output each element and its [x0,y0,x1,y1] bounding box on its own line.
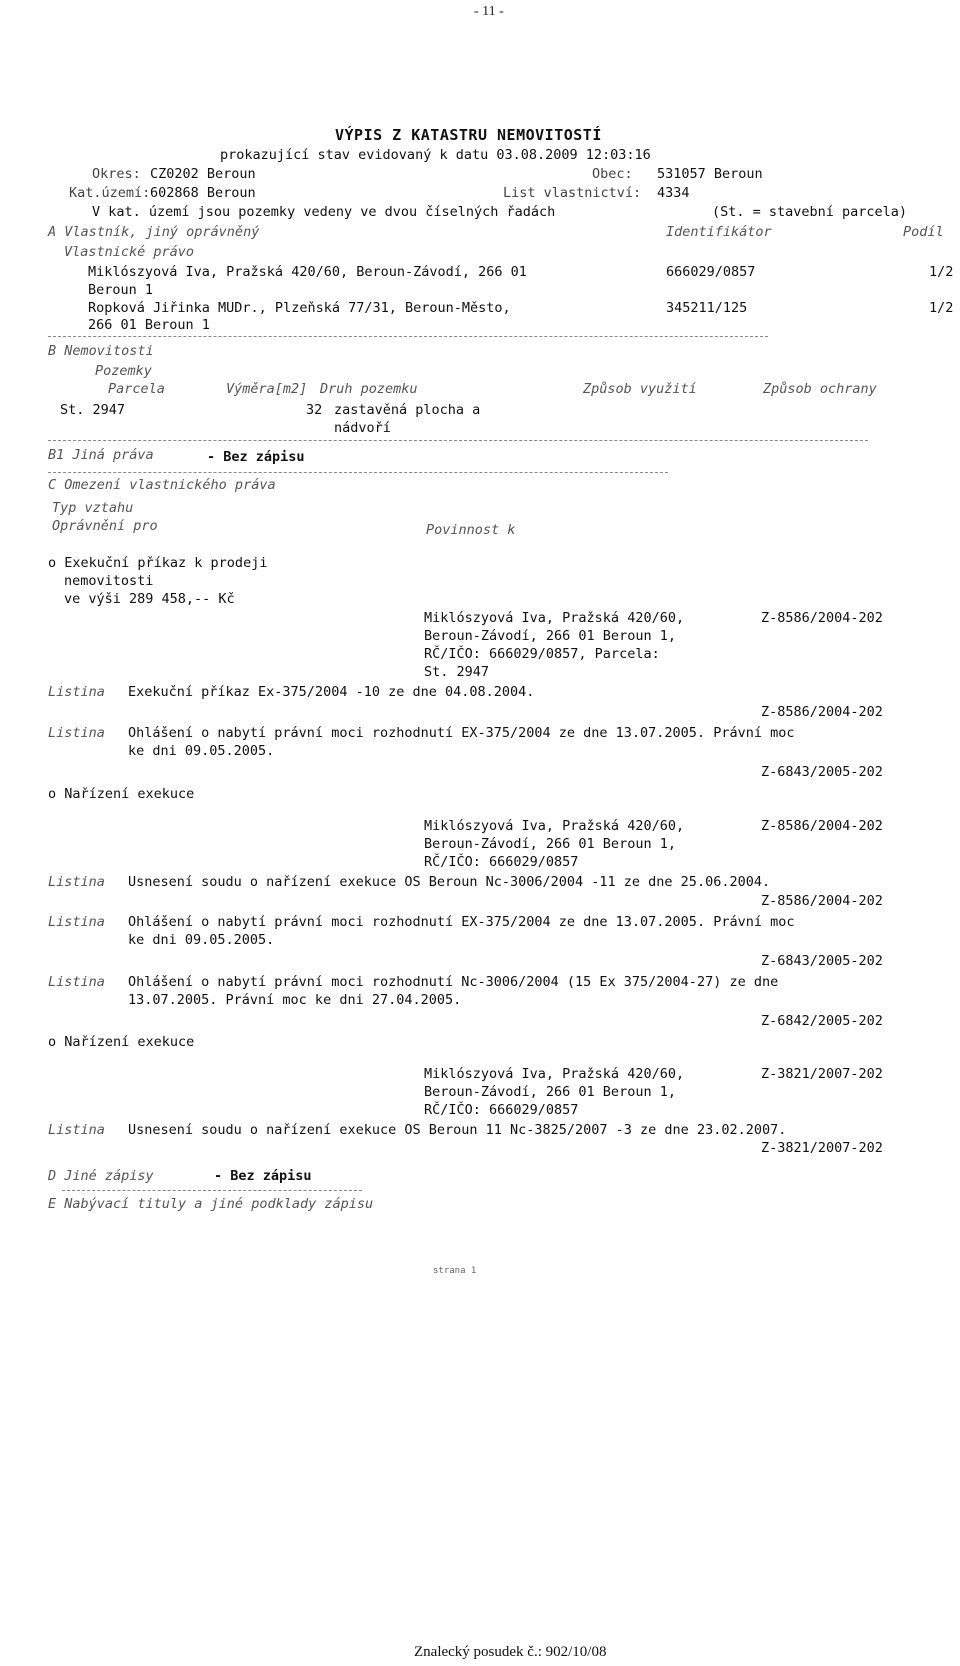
owner-2-podil: 1/2 [929,300,954,316]
entry-2-party-3: RČ/IČO: 666029/0857 [424,854,579,870]
owner-1-line2: Beroun 1 [88,282,154,298]
obec-value: 531057 Beroun [657,166,763,182]
listina-1-text: Exekuční příkaz Ex-375/2004 -10 ze dne 04.08.2004. [128,684,535,700]
listina-label: Listina [48,725,105,741]
listina-label: Listina [48,1122,105,1138]
page-number: - 11 - [474,4,504,19]
listina-label: Listina [48,974,105,990]
col-identifikator: Identifikátor [666,224,772,240]
listina-2-text-2: ke dni 09.05.2005. [128,743,275,759]
col-ochrana: Způsob ochrany [763,381,877,397]
obec-label: Obec: [592,166,633,182]
section-e-heading: E Nabývací tituly a jiné podklady zápisu [48,1196,374,1212]
listina-4-text-2: ke dni 09.05.2005. [128,932,275,948]
listina-5-ref: Z-6842/2005-202 [761,1013,883,1029]
col-povinnost-k: Povinnost k [426,522,516,538]
entry-3-party-2: Beroun-Závodí, 266 01 Beroun 1, [424,1084,676,1100]
listina-1-ref: Z-8586/2004-202 [761,704,883,720]
listina-label: Listina [48,684,105,700]
document-subtitle: prokazující stav evidovaný k datu 03.08.2009 12:03:16 [220,147,651,163]
entry-1-party-3: RČ/IČO: 666029/0857, Parcela: [424,646,660,662]
entry-3-party-ref: Z-3821/2007-202 [761,1066,883,1082]
entry-1-party-4: St. 2947 [424,664,490,680]
col-podil: Podíl [903,224,944,240]
owner-1-line1: Miklószyová Iva, Pražská 420/60, Beroun-Závodí, 266 01 [88,264,527,280]
entry-3-title: o Nařízení exekuce [48,1034,195,1050]
owner-1-podil: 1/2 [929,264,954,280]
divider [48,440,868,441]
entry-2-party-ref: Z-8586/2004-202 [761,818,883,834]
entry-1-party-ref: Z-8586/2004-202 [761,610,883,626]
col-typ-vztahu: Typ vztahu [52,500,134,516]
parcel-area: 32 [306,402,323,418]
entry-2-party-1: Miklószyová Iva, Pražská 420/60, [424,818,685,834]
parcel-druh-line1: zastavěná plocha a [334,402,481,418]
pozemky-heading: Pozemky [95,363,152,379]
parcel-druh-line2: nádvoří [334,420,391,436]
section-b1-heading: B1 Jiná práva [48,447,154,463]
divider [62,1190,362,1191]
listina-label: Listina [48,914,105,930]
owner-2-line1: Ropková Jiřinka MUDr., Plzeňská 77/31, Beroun-Město, [88,300,511,316]
lv-label: List vlastnictví: [503,185,642,201]
lv-value: 4334 [657,185,690,201]
divider [48,336,768,337]
owner-2-ident: 345211/125 [666,300,748,316]
section-d-heading: D Jiné zápisy [48,1168,154,1184]
document-title: VÝPIS Z KATASTRU NEMOVITOSTÍ [335,126,602,144]
owner-1-ident: 666029/0857 [666,264,756,280]
listina-5-text-2: 13.07.2005. Právní moc ke dni 27.04.2005. [128,992,462,1008]
strana-label: strana 1 [433,1266,477,1276]
okres-value: CZ0202 Beroun [150,166,256,182]
listina-6-ref: Z-3821/2007-202 [761,1140,883,1156]
listina-2-text: Ohlášení o nabytí právní moci rozhodnutí EX-375/2004 ze dne 13.07.2005. Právní moc [128,725,795,741]
listina-4-ref: Z-6843/2005-202 [761,953,883,969]
divider [48,472,668,473]
numbering-note: V kat. území jsou pozemky vedeny ve dvou číselných řadách [92,204,556,220]
entry-3-party-1: Miklószyová Iva, Pražská 420/60, [424,1066,685,1082]
section-b1-value: - Bez zápisu [207,449,305,465]
entry-1-title-2: nemovitosti [64,573,154,589]
entry-1-title: o Exekuční příkaz k prodeji [48,555,268,571]
listina-3-ref: Z-8586/2004-202 [761,893,883,909]
kat-label: Kat.území: [69,185,151,201]
listina-6-text: Usnesení soudu o nařízení exekuce OS Beroun 11 Nc-3825/2007 -3 ze dne 23.02.2007. [128,1122,787,1138]
owner-2-line2: 266 01 Beroun 1 [88,317,210,333]
entry-2-party-2: Beroun-Závodí, 266 01 Beroun 1, [424,836,676,852]
listina-4-text: Ohlášení o nabytí právní moci rozhodnutí EX-375/2004 ze dne 13.07.2005. Právní moc [128,914,795,930]
vlastnicke-pravo-heading: Vlastnické právo [64,244,195,260]
listina-3-text: Usnesení soudu o nařízení exekuce OS Beroun Nc-3006/2004 -11 ze dne 25.06.2004. [128,874,771,890]
col-parcela: Parcela [108,381,165,397]
section-a-heading: A Vlastník, jiný oprávněný [48,224,260,240]
okres-label: Okres: [92,166,141,182]
col-vyuziti: Způsob využití [583,381,697,397]
col-vymera: Výměra[m2] [226,381,308,397]
listina-5-text: Ohlášení o nabytí právní moci rozhodnutí Nc-3006/2004 (15 Ex 375/2004-27) ze dne [128,974,779,990]
col-opravneni-pro: Oprávnění pro [52,518,158,534]
document-footer: Znalecký posudek č.: 902/10/08 [414,1644,607,1660]
parcel-id: St. 2947 [60,402,126,418]
section-d-value: - Bez zápisu [214,1168,312,1184]
kat-value: 602868 Beroun [150,185,256,201]
section-b-heading: B Nemovitosti [48,343,154,359]
listina-2-ref: Z-6843/2005-202 [761,764,883,780]
entry-1-title-3: ve výši 289 458,-- Kč [64,591,235,607]
entry-1-party-2: Beroun-Závodí, 266 01 Beroun 1, [424,628,676,644]
entry-1-party-1: Miklószyová Iva, Pražská 420/60, [424,610,685,626]
col-druh: Druh pozemku [320,381,418,397]
listina-label: Listina [48,874,105,890]
numbering-note-right: (St. = stavební parcela) [712,204,908,220]
entry-2-title: o Nařízení exekuce [48,786,195,802]
entry-3-party-3: RČ/IČO: 666029/0857 [424,1102,579,1118]
section-c-heading: C Omezení vlastnického práva [48,477,276,493]
